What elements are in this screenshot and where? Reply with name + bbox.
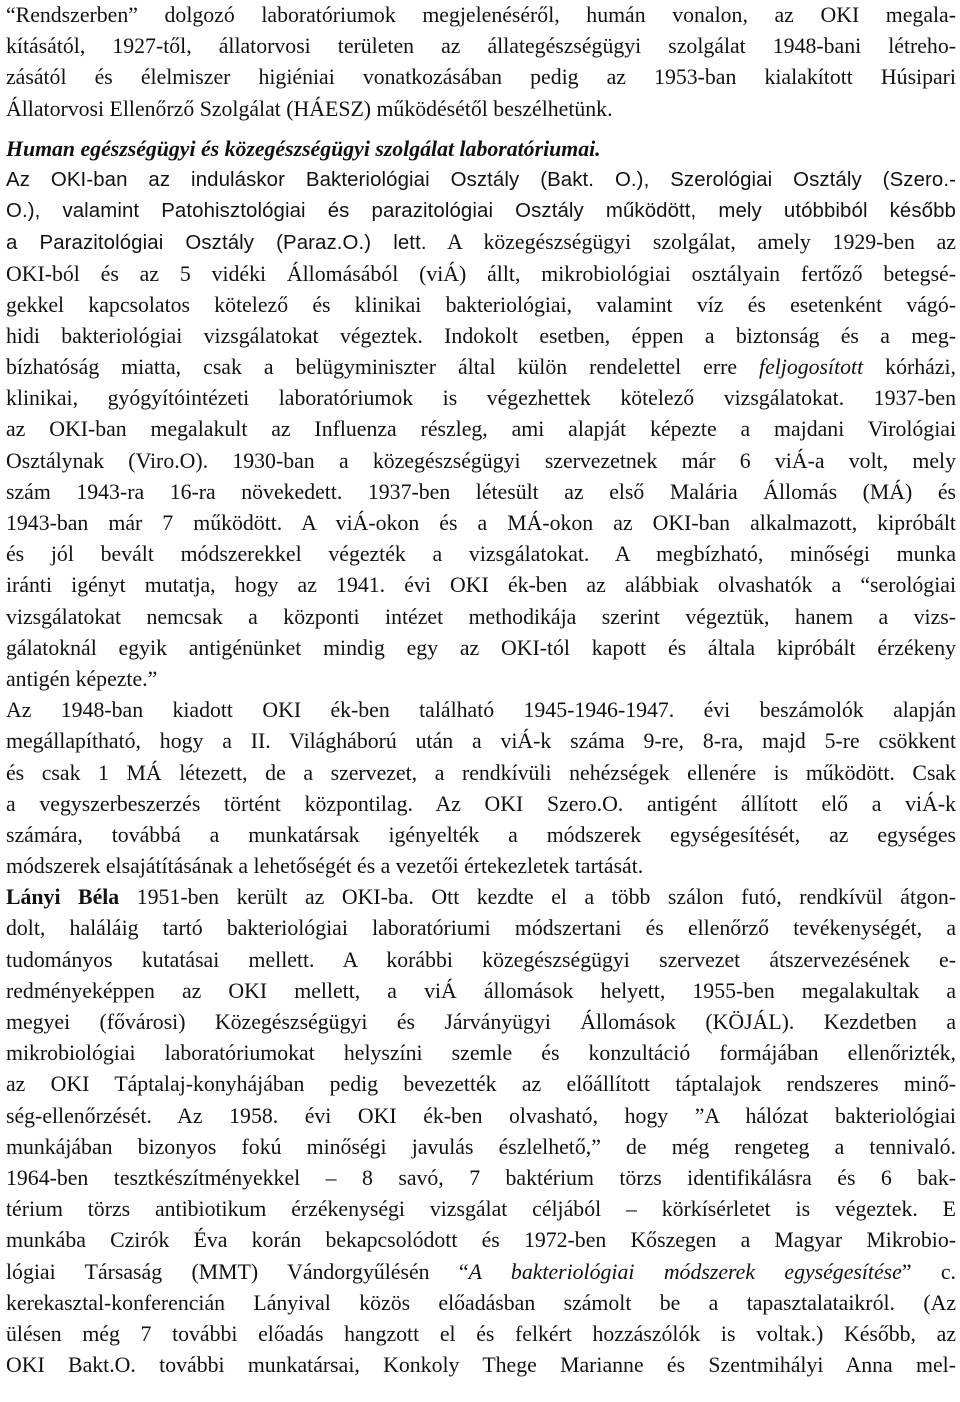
text-line: ülésen még 7 további előadás hangzott el és felkért hozzászólók is voltak.) Később, az (6, 1321, 956, 1346)
section-heading: Human egészségügyi és közegészségügyi szolgálat laboratóriumai. (6, 136, 601, 161)
text-line: tudományos kutatásai mellett. A korábbi közegészségügyi szervezet átszervezésének e- (6, 947, 956, 972)
text-line: O.), valamint Patohisztológiai és parazitológiai Osztály működött, mely utóbbiból később (6, 200, 956, 223)
text-line: klinikai, gyógyítóintézeti laboratóriumok is végezhettek kötelező vizsgálatokat. 1937-ben (6, 386, 956, 411)
text-line (6, 227, 956, 258)
text-line: kerekasztal-konferencián Lányival közös előadásban számolt be a tapasztalataikról. (Az (6, 1290, 956, 1315)
text-line: vizsgálatokat nemcsak a központi intézet methodikája szerint végeztük, hanem a vizs- (6, 604, 956, 629)
text-line: “Rendszerben” dolgozó laboratóriumok megjelenéséről, humán vonalon, az OKI megala- (6, 3, 956, 27)
text-line: zásától és élelmiszer higiéniai vonatkozásában pedig az 1953-ban kialakított Húsipari (6, 65, 956, 90)
text-run: kórházi, (863, 355, 956, 380)
text-line: 1964-ben tesztkészítményekkel – 8 savó, 7 baktérium törzs identifikálásra és 6 bak- (6, 1165, 956, 1190)
text-line: módszerek elsajátításának a lehetőségét és a vezetői értekezletek tartását. (6, 854, 644, 879)
text-run: ” c. (901, 1259, 956, 1284)
person-name: Lányi Béla (6, 885, 120, 910)
text-line: iránti igényt mutatja, hogy az 1941. évi OKI ék-ben az alábbiak olvashatók a “serológiai (6, 573, 956, 598)
intro-paragraph (6, 0, 956, 125)
text-line: redményeképpen az OKI mellett, a viÁ állomások helyett, 1955-ben megalakultak a (6, 978, 956, 1003)
text-line: az OKI Táptalaj-konyhájában pedig bevezették az előállított táptalajok rendszeres minő- (6, 1072, 956, 1097)
text-line: ség-ellenőrzését. Az 1958. évi OKI ék-ben olvasható, hogy ”A hálózat bakteriológiai (6, 1103, 956, 1128)
text-line: mikrobiológiai laboratóriumokat helyszíni szemle és konzultáció formájában ellenőrizték, (6, 1041, 956, 1066)
text-line: szám 1943-ra 16-ra növekedett. 1937-ben létesült az első Malária Állomás (MÁ) és (6, 479, 956, 504)
text-line: antigén képezte.” (6, 666, 158, 691)
text-line: dolt, haláláig tartó bakteriológiai laboratóriumi módszertani és ellenőrző tevékenységét, a (6, 916, 956, 941)
body-paragraph (6, 695, 956, 882)
text-line: Az 1948-ban kiadott OKI ék-ben található 1945-1946-1947. évi beszámolók alapján (6, 698, 956, 723)
text-line: hidi bakteriológiai vizsgálatokat végeztek. Indokolt esetben, éppen a biztonság és a meg- (6, 323, 956, 348)
text-line: munkába Czirók Éva korán bekapcsolódott és 1972-ben Kőszegen a Magyar Mikrobio- (6, 1228, 956, 1253)
text-line: térium törzs antibiotikum érzékenységi vizsgálat céljából – körkísérletet is végeztek. E (6, 1197, 956, 1222)
text-run: a Parazitológiai Osztály (Paraz.O.) lett. (6, 232, 427, 255)
text-line: Az OKI-ban az induláskor Bakteriológiai Osztály (Bakt. O.), Szerológiai Osztály (Szero.- (6, 168, 956, 191)
text-line: munkájában bizonyos fokú minőségi javulás észlelhető,” de még rengeteg a tennivaló. (6, 1134, 956, 1159)
text-line: számára, továbbá a munkatársak igényelték a módszerek egységesítését, az egységes (6, 822, 956, 847)
text-line (6, 1257, 956, 1288)
text-run: A közegészségügyi szolgálat, amely 1929-ben az (426, 230, 956, 255)
text-line: megállapítható, hogy a II. Világháború után a viÁ-k száma 9-re, 8-ra, majd 5-re csökkent (6, 729, 956, 754)
body-paragraph (6, 882, 956, 1381)
text-run: bízhatóság miatta, csak a belügyminiszter által külön rendelettel erre (6, 355, 760, 380)
text-line: a vegyszerbeszerzés történt központilag. Az OKI Szero.O. antigént állított elő a viÁ-k (6, 791, 956, 816)
text-line: és csak 1 MÁ létezett, de a szervezet, a rendkívüli nehézségek ellenére is működött. Csak (6, 760, 956, 785)
italic-term: feljogosított (759, 355, 864, 380)
text-line: Állatorvosi Ellenőrző Szolgálat (HÁESZ) működésétől beszélhetünk. (6, 96, 613, 121)
text-line (6, 352, 956, 383)
text-line: és jól bevált módszerekkel végezték a vizsgálatokat. A megbízható, minőségi munka (6, 542, 956, 567)
body-paragraph (6, 165, 956, 695)
text-line: 1943-ban már 7 működött. A viÁ-okon és a MÁ-okon az OKI-ban alkalmazott, kipróbált (6, 511, 956, 535)
text-line: OKI-ból és az 5 vidéki Állomásából (viÁ) állt, mikrobiológiai osztályain fertőző betegsé- (6, 261, 956, 286)
text-line: az OKI-ban megalakult az Influenza részleg, ami alapját képezte a majdani Virológiai (6, 417, 956, 442)
text-line: Osztálynak (Viro.O). 1930-ban a közegészségügyi szervezetnek már 6 viÁ-a volt, mely (6, 448, 956, 473)
text-run: 1951-ben került az OKI-ba. Ott kezdte el a több szálon futó, rendkívül átgon- (119, 885, 956, 910)
italic-title: A bakteriológiai módszerek egységesítése (468, 1259, 902, 1284)
text-line: gálatoknál egyik antigénünket mindig egy az OKI-tól kapott és általa kipróbált érzékeny (6, 635, 956, 660)
text-run: lógiai Társaság (MMT) Vándorgyűlésén “ (6, 1259, 469, 1284)
text-line: OKI Bakt.O. további munkatársai, Konkoly Thege Marianne és Szentmihályi Anna mel- (6, 1353, 956, 1378)
text-line (6, 882, 956, 913)
text-line: gekkel kapcsolatos kötelező és klinikai bakteriológiai, valamint víz és esetenként vágó- (6, 292, 956, 317)
text-line: kításától, 1927-től, állatorvosi területen az állategészségügyi szolgálat 1948-bani létreho- (6, 34, 956, 59)
text-line: megyei (fővárosi) Közegészségügyi és Járványügyi Állomások (KÖJÁL). Kezdetben a (6, 1010, 956, 1034)
